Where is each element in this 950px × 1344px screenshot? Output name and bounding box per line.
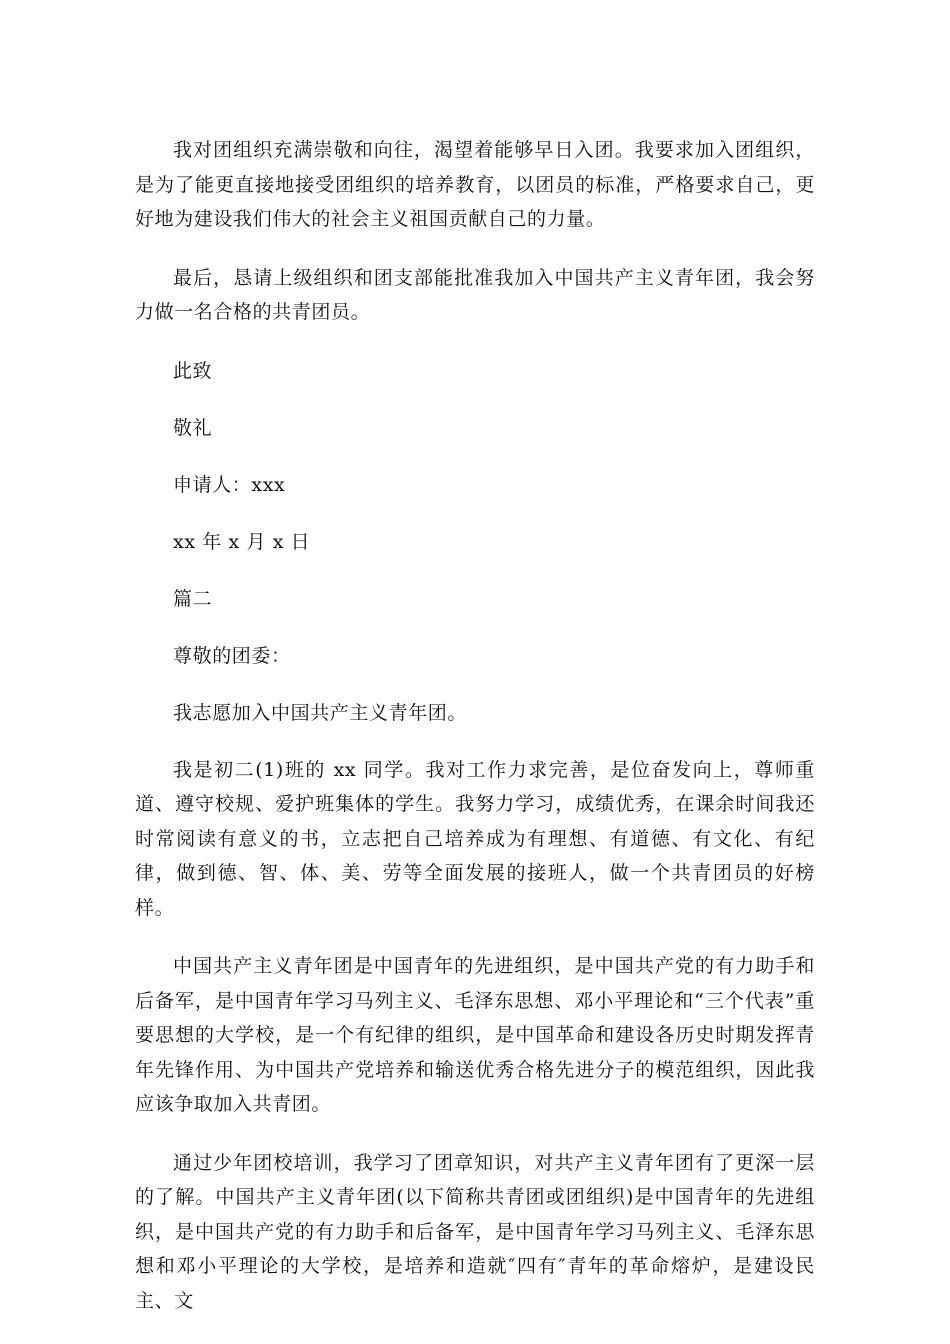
paragraph-intent: 我志愿加入中国共产主义青年团。 [173,701,468,724]
document-body [135,133,815,1342]
paragraph-training: 通过少年团校培训，我学习了团章知识，对共产主义青年团有了更深一层的了解。中国共产主义青年团(以下简称共青团或团组织)是中国青年的先进组织，是中国共产党的有力助手和后备军，是中国青年学习马列主义、毛泽东思想和邓小平理论的大学校，是培养和造就″四有″青年的革命熔炉，是建设民主、文 [135,1151,815,1312]
paragraph-self-introduction: 我是初二(1)班的 xx 同学。我对工作力求完善，是位奋发向上，尊师重道、遵守校规、爱护班集体的学生。我努力学习，成绩优秀，在课余时间我还时常阅读有意义的书，立志把自己培养成为有理想、有道德、有文化、有纪律，做到德、智、体、美、劳等全面发展的接班人，做一个共青团员的好榜样。 [135,758,815,919]
paragraph-request: 最后，恳请上级组织和团支部能批准我加入中国共产主义青年团，我会努力做一名合格的共青团员。 [135,266,815,323]
paragraph-aspiration: 我对团组织充满崇敬和向往，渴望着能够早日入团。我要求加入团组织，是为了能更直接地接受团组织的培养教育，以团员的标准，严格要求自己，更好地为建设我们伟大的社会主义祖国贡献自己的力量。 [135,139,815,230]
application-date: xx 年 x 月 x 日 [173,530,311,553]
closing-salutation: 此致 [173,359,213,382]
paragraph-league-description: 中国共产主义青年团是中国青年的先进组织，是中国共产党的有力助手和后备军，是中国青年学习马列主义、毛泽东思想、邓小平理论和“三个代表”重要思想的大学校，是一个有纪律的组织，是中国革命和建设各历史时期发挥青年先锋作用、为中国共产党培养和输送优秀合格先进分子的模范组织，因此我应该争取加入共青团。 [135,955,815,1115]
section-heading: 篇二 [173,587,213,610]
closing-regards: 敬礼 [173,416,213,439]
letter-greeting: 尊敬的团委： [173,644,291,667]
applicant-signature: 申请人：xxx [173,473,286,496]
